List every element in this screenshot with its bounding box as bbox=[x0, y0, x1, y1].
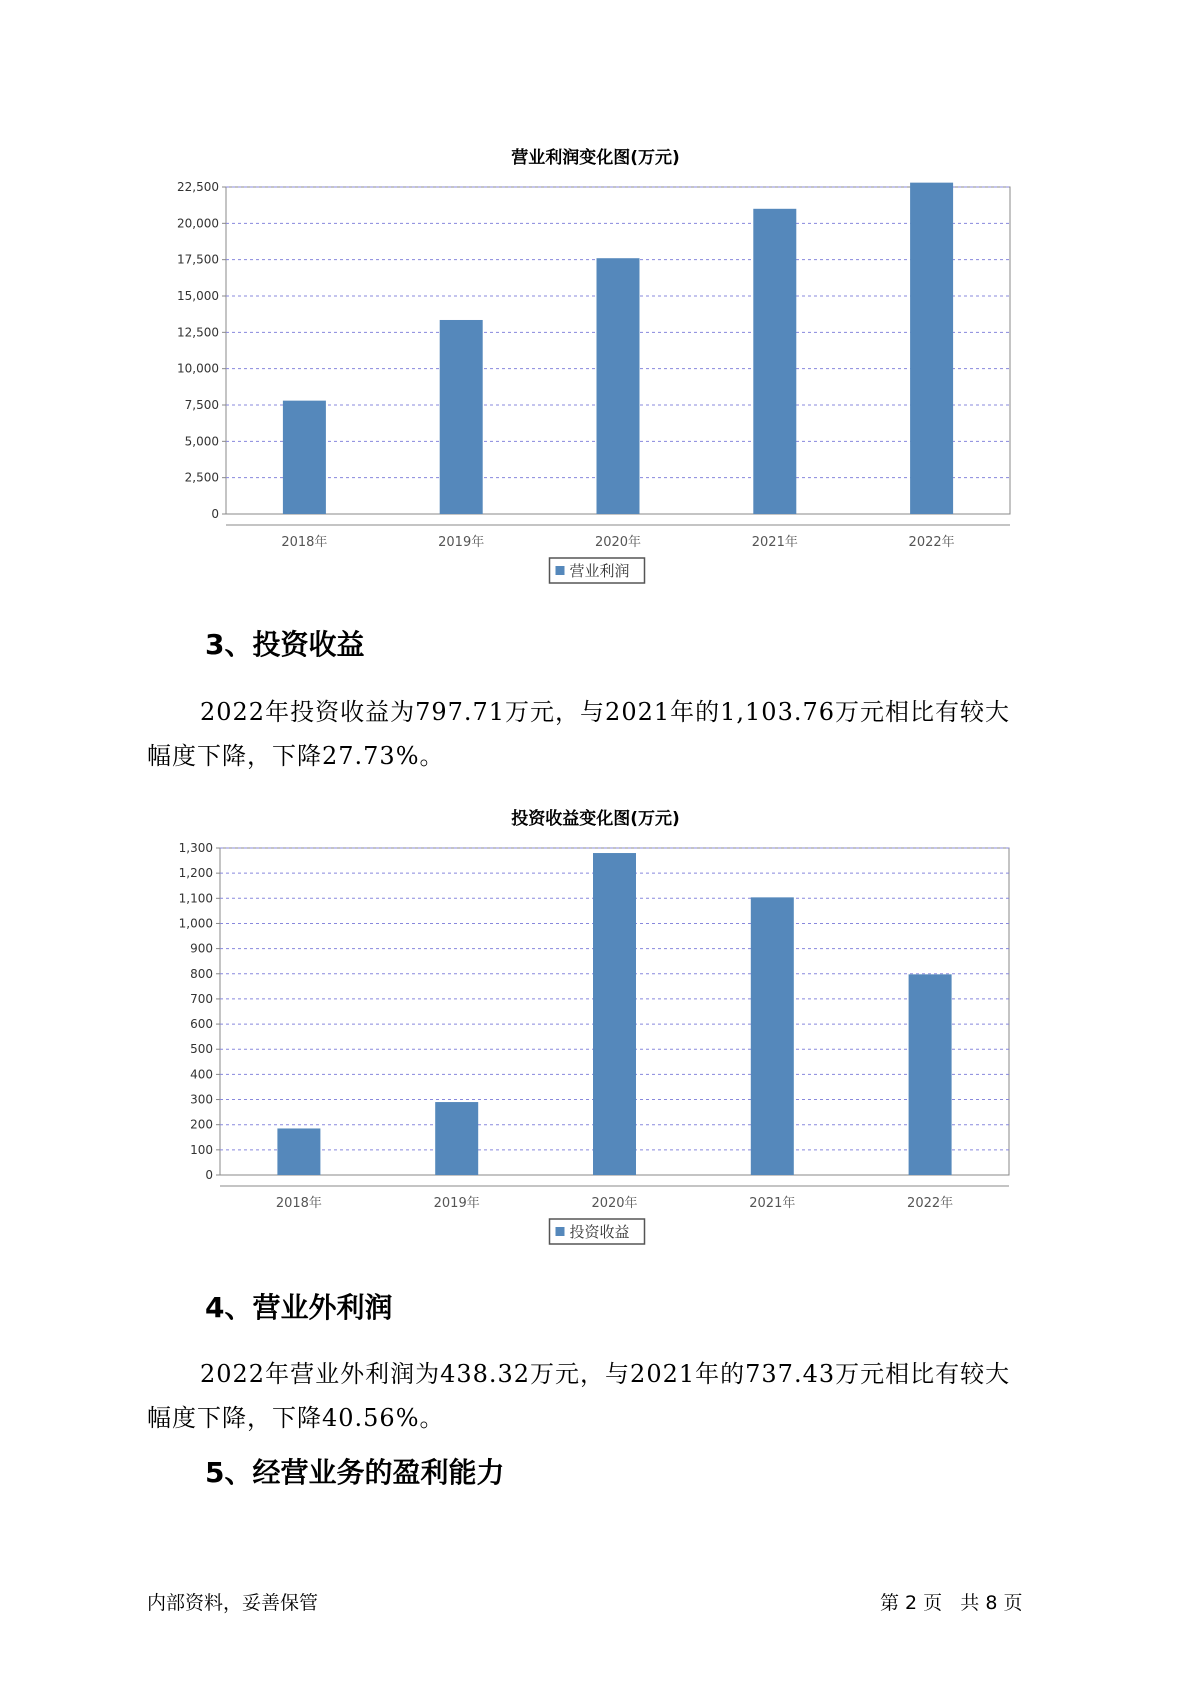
section-3-heading: 3、投资收益 bbox=[205, 628, 365, 661]
x-tick-label: 2022年 bbox=[907, 1196, 954, 1211]
x-tick-label: 2020年 bbox=[594, 535, 642, 550]
y-tick-label: 100 bbox=[190, 1142, 213, 1157]
legend-swatch bbox=[556, 1227, 565, 1236]
y-tick-label: 1,000 bbox=[178, 916, 213, 931]
section-5-heading: 5、经营业务的盈利能力 bbox=[205, 1456, 505, 1489]
y-tick-label: 22,500 bbox=[177, 180, 219, 194]
y-tick-label: 20,000 bbox=[177, 216, 219, 231]
bar-2020年 bbox=[593, 853, 636, 1175]
footer-confidential-note: 内部资料，妥善保管 bbox=[147, 1592, 319, 1614]
y-tick-label: 600 bbox=[190, 1017, 213, 1032]
y-tick-label: 17,500 bbox=[177, 252, 219, 267]
x-tick-label: 2020年 bbox=[591, 1196, 638, 1211]
y-tick-label: 1,300 bbox=[178, 841, 213, 855]
x-tick-label: 2018年 bbox=[275, 1196, 322, 1211]
y-tick-label: 500 bbox=[190, 1042, 213, 1057]
chart-1-title: 营业利润变化图(万元) bbox=[511, 148, 680, 168]
y-tick-label: 900 bbox=[190, 941, 213, 956]
y-tick-label: 0 bbox=[205, 1168, 213, 1182]
footer-page-number: 第 2 页 共 8 页 bbox=[880, 1592, 1023, 1614]
x-tick-label: 2019年 bbox=[438, 535, 485, 550]
legend-label: 营业利润 bbox=[569, 562, 630, 580]
section-3-line-1: 2022年投资收益为797.71万元，与2021年的1,103.76万元相比有较大 bbox=[200, 698, 1011, 726]
y-tick-label: 2,500 bbox=[184, 470, 219, 485]
y-tick-label: 12,500 bbox=[177, 325, 219, 340]
y-tick-label: 0 bbox=[211, 507, 219, 521]
bar-2022年 bbox=[909, 974, 952, 1175]
section-4-line-1: 2022年营业外利润为438.32万元，与2021年的737.43万元相比有较大 bbox=[200, 1360, 1011, 1388]
y-tick-label: 5,000 bbox=[184, 434, 219, 449]
y-tick-label: 700 bbox=[190, 991, 213, 1006]
x-tick-label: 2021年 bbox=[751, 535, 798, 550]
y-tick-label: 800 bbox=[190, 966, 213, 981]
bar-2019年 bbox=[435, 1102, 478, 1175]
y-tick-label: 200 bbox=[190, 1117, 213, 1132]
section-4-heading: 4、营业外利润 bbox=[205, 1291, 393, 1324]
section-3-line-2: 幅度下降，下降27.73%。 bbox=[147, 742, 445, 770]
y-tick-label: 400 bbox=[190, 1067, 213, 1082]
chart-2-title: 投资收益变化图(万元) bbox=[511, 809, 680, 829]
x-tick-label: 2022年 bbox=[908, 535, 955, 550]
y-tick-label: 1,200 bbox=[178, 866, 213, 881]
x-tick-label: 2021年 bbox=[749, 1196, 796, 1211]
section-4-line-2: 幅度下降，下降40.56%。 bbox=[147, 1404, 445, 1432]
bar-2021年 bbox=[751, 897, 794, 1175]
x-tick-label: 2019年 bbox=[433, 1196, 480, 1211]
x-tick-label: 2018年 bbox=[281, 535, 328, 550]
y-tick-label: 1,100 bbox=[178, 891, 213, 906]
y-tick-label: 7,500 bbox=[184, 398, 219, 412]
y-tick-label: 300 bbox=[190, 1092, 213, 1107]
legend-label: 投资收益 bbox=[569, 1223, 630, 1241]
y-tick-label: 15,000 bbox=[177, 289, 219, 303]
bar-2018年 bbox=[277, 1128, 320, 1175]
y-tick-label: 10,000 bbox=[177, 361, 219, 376]
